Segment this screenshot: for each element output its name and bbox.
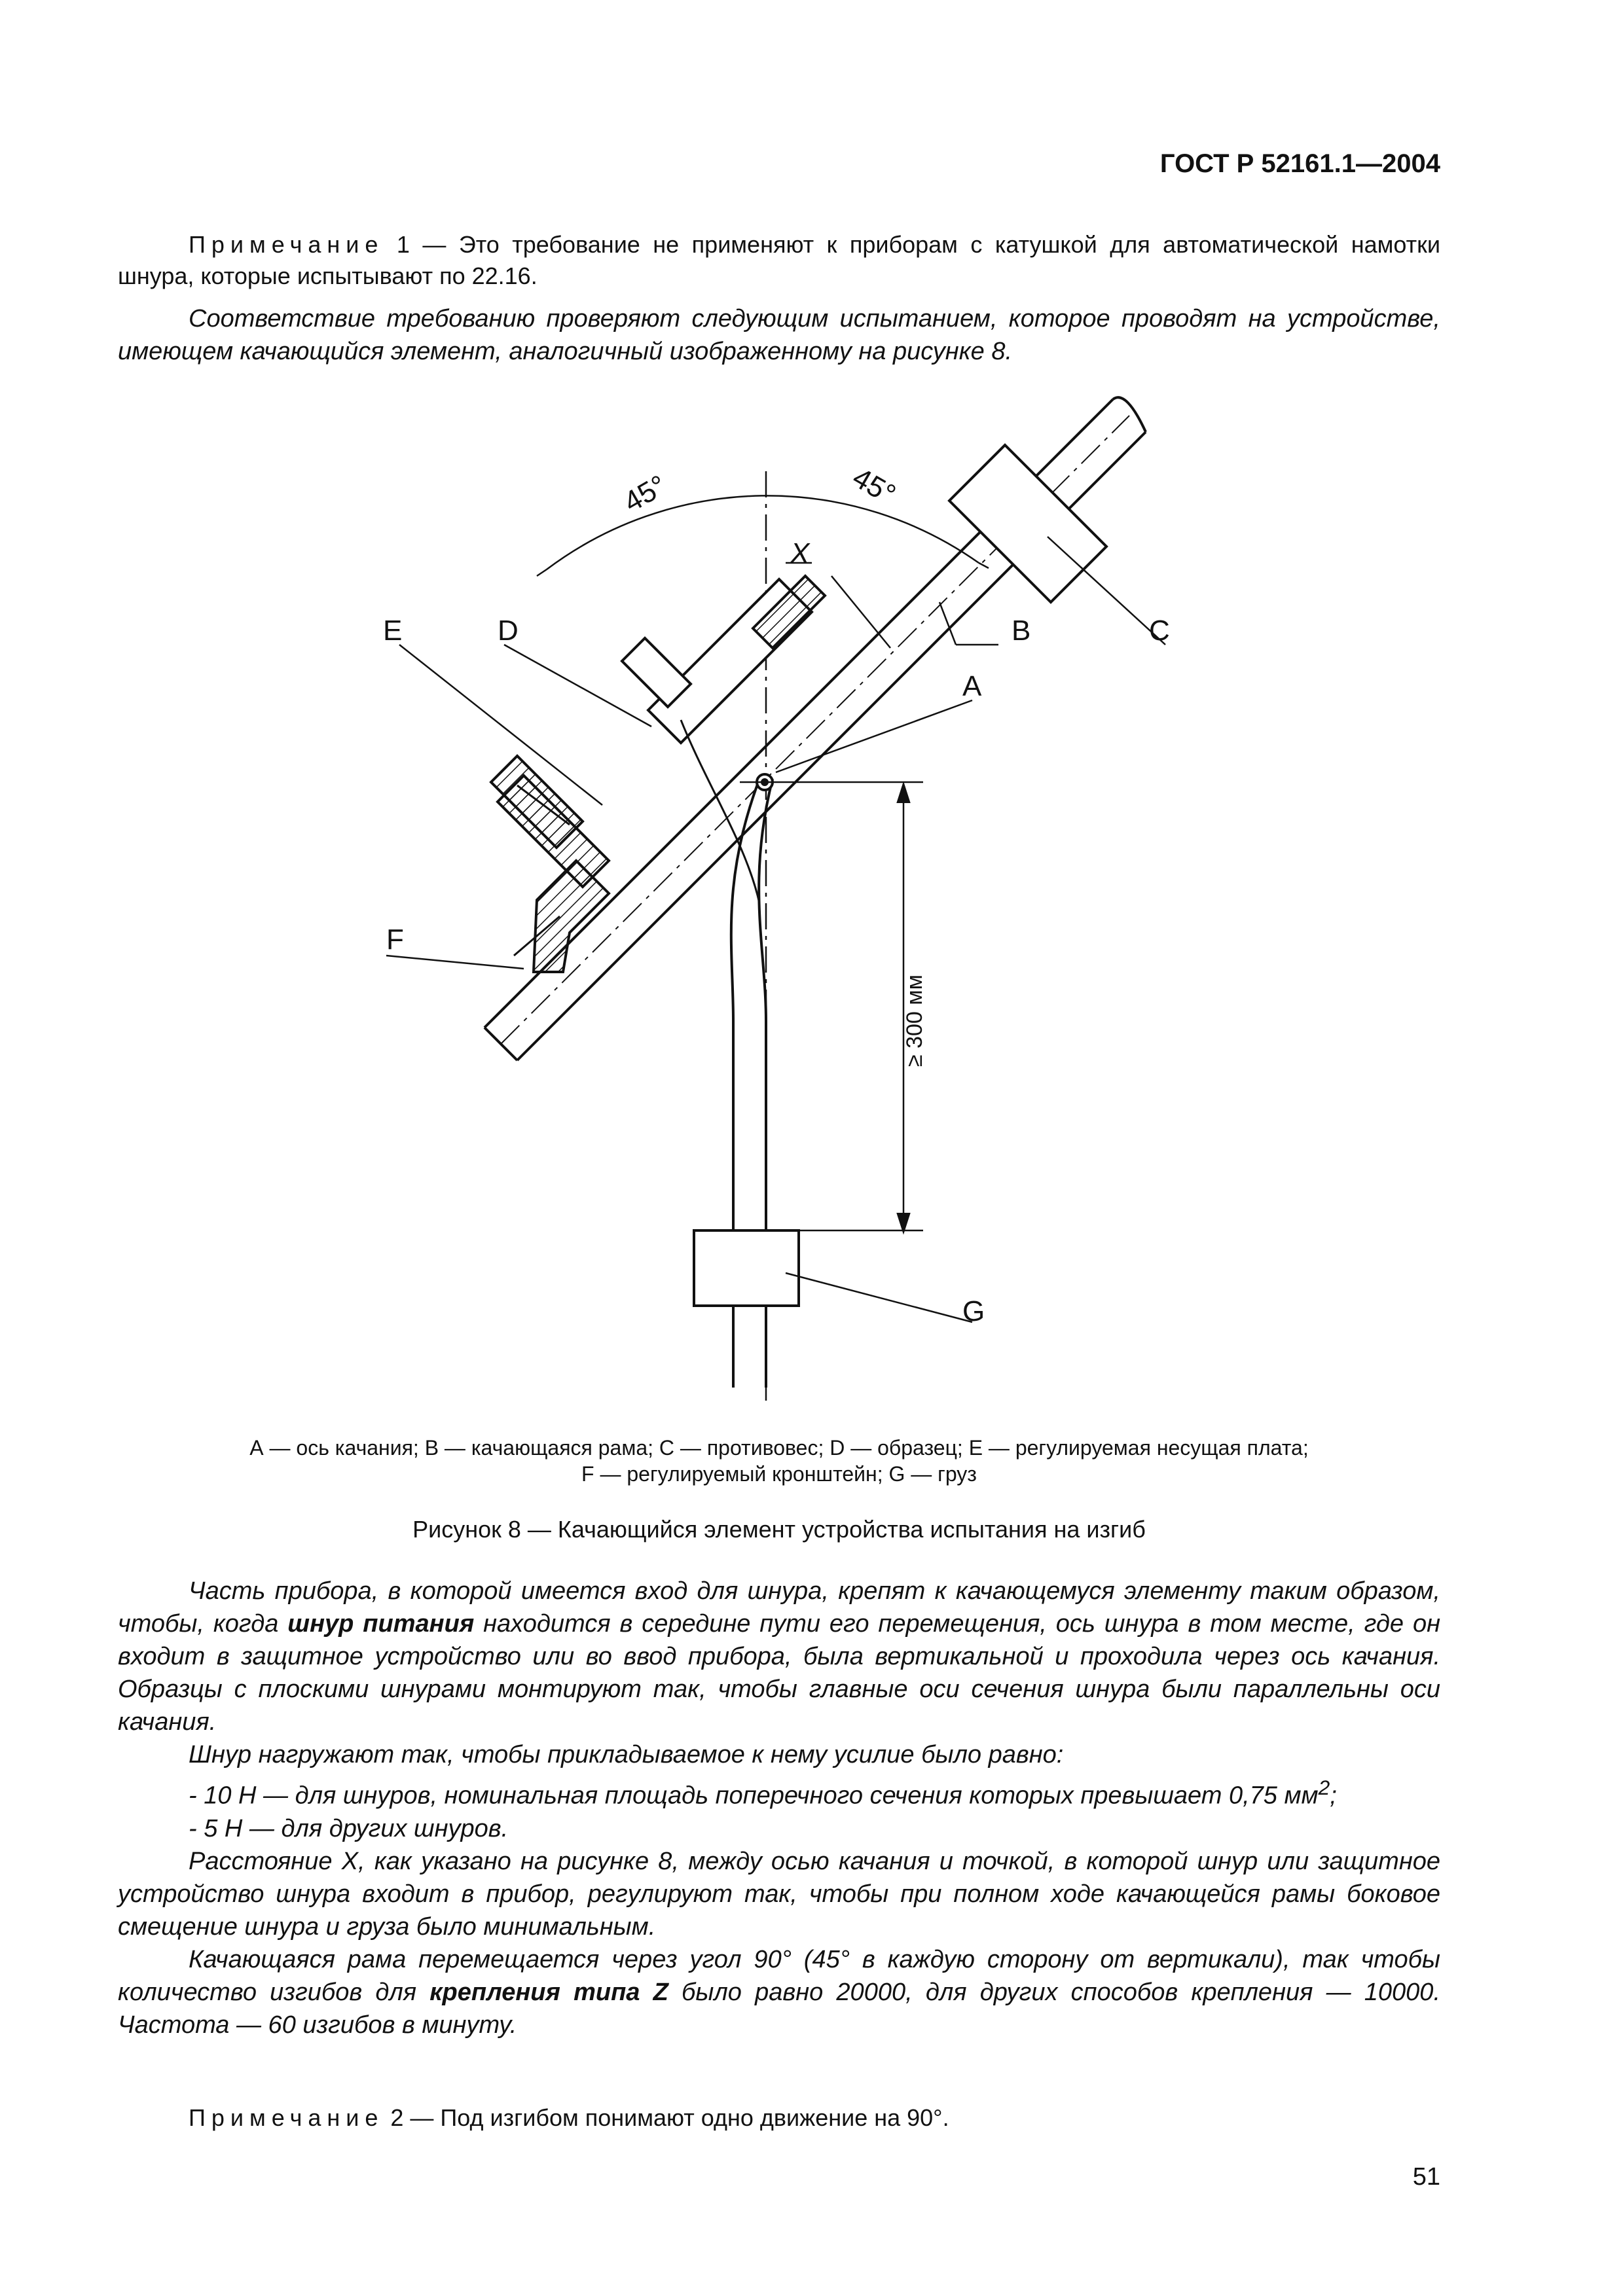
- note-1-text: 1 — Это требование не применяют к приборам с катушкой для автоматической намотки шнура, которые испытывают по 22.16.: [118, 231, 1440, 289]
- paragraph-1-part-a: Часть прибора, в которой имеется вход для шнура, крепят к качающемуся элементу таким образом, чтобы, когда: [118, 1577, 1440, 1638]
- label-a: A: [962, 670, 982, 702]
- paragraph-6: [118, 1943, 1440, 2041]
- label-b: B: [1012, 615, 1031, 647]
- angle-label-right: 45°: [847, 461, 902, 511]
- paragraph-6-part-b: было равно 20000, для других способов крепления — 10000. Частота — 60 изгибов в минуту.: [118, 1978, 1440, 2039]
- document-header: ГОСТ Р 52161.1—2004: [1159, 149, 1440, 178]
- paragraph-3: [118, 1771, 1440, 1812]
- paragraph-3-part-a: - 10 Н — для шнуров, номинальная площадь поперечного сечения которых превышает 0,75 мм: [189, 1782, 1319, 1810]
- label-d: D: [498, 615, 519, 647]
- paragraph-6-part-a: Качающаяся рама перемещается через угол 90° (45° в каждую сторону от вертикали), так чтобы количество изгибов для: [118, 1945, 1440, 2006]
- paragraph-6-bold: крепления типа Z: [429, 1978, 668, 2006]
- paragraph-5: Расстояние X, как указано на рисунке 8, между осью качания и точкой, в которой шнур или защитное устройство шнура входит в прибор, регулируют так, чтобы при полном ходе качающейся рамы боковое смещение шнура и груза было минимальным.: [118, 1847, 1440, 1941]
- note-2: [118, 2104, 1440, 2132]
- note-1-label: Примечание: [189, 231, 384, 258]
- page-number: 51: [1412, 2163, 1440, 2191]
- angle-label-left: 45°: [618, 469, 672, 519]
- legend-line-1: А — ось качания; В — качающаяся рама; С — противовес; D — образец; Е — регулируемая несущая плата;: [249, 1436, 1309, 1460]
- intro-paragraph: Соответствие требованию проверяют следующим испытанием, которое проводят на устройстве, имеющем качающийся элемент, аналогичный изображенному на рисунке 8.: [118, 305, 1440, 365]
- label-e: E: [383, 615, 403, 647]
- note-2-label: Примечание: [189, 2104, 384, 2131]
- paragraph-1: [118, 1575, 1440, 1738]
- paragraph-2: Шнур нагружают так, чтобы прикладываемое к нему усилие было равно:: [189, 1741, 1064, 1768]
- dimension-label: ≥ 300 мм: [902, 974, 927, 1067]
- main-text: [118, 1575, 1440, 2041]
- label-x: X: [790, 537, 810, 569]
- paragraph-1-bold: шнур питания: [287, 1610, 475, 1638]
- legend-line-2: F — регулируемый кронштейн; G — груз: [581, 1462, 977, 1486]
- figure-legend: [118, 1435, 1440, 1487]
- note-1: [118, 229, 1440, 292]
- figure-8-diagram: [367, 367, 1283, 1414]
- figure-caption: Рисунок 8 — Качающийся элемент устройства испытания на изгиб: [412, 1516, 1146, 1543]
- paragraph-1-part-b: находится в середине пути его перемещения, ось шнура в том месте, где он входит в защитное устройство или во ввод прибора, была вертикальной и проходила через ось качания. Образцы с плоскими шнурами монтируют так, чтобы главные оси сечения шнура были параллельны оси качания.: [118, 1610, 1440, 1736]
- paragraph-4: - 5 Н — для других шнуров.: [189, 1814, 509, 1842]
- paragraph-3-part-b: ;: [1330, 1782, 1337, 1810]
- paragraph-3-sup: 2: [1318, 1776, 1330, 1799]
- label-f: F: [386, 924, 404, 956]
- note-2-text: 2 — Под изгибом понимают одно движение на 90°.: [384, 2104, 949, 2131]
- label-g: G: [962, 1295, 985, 1327]
- label-c: C: [1149, 615, 1170, 647]
